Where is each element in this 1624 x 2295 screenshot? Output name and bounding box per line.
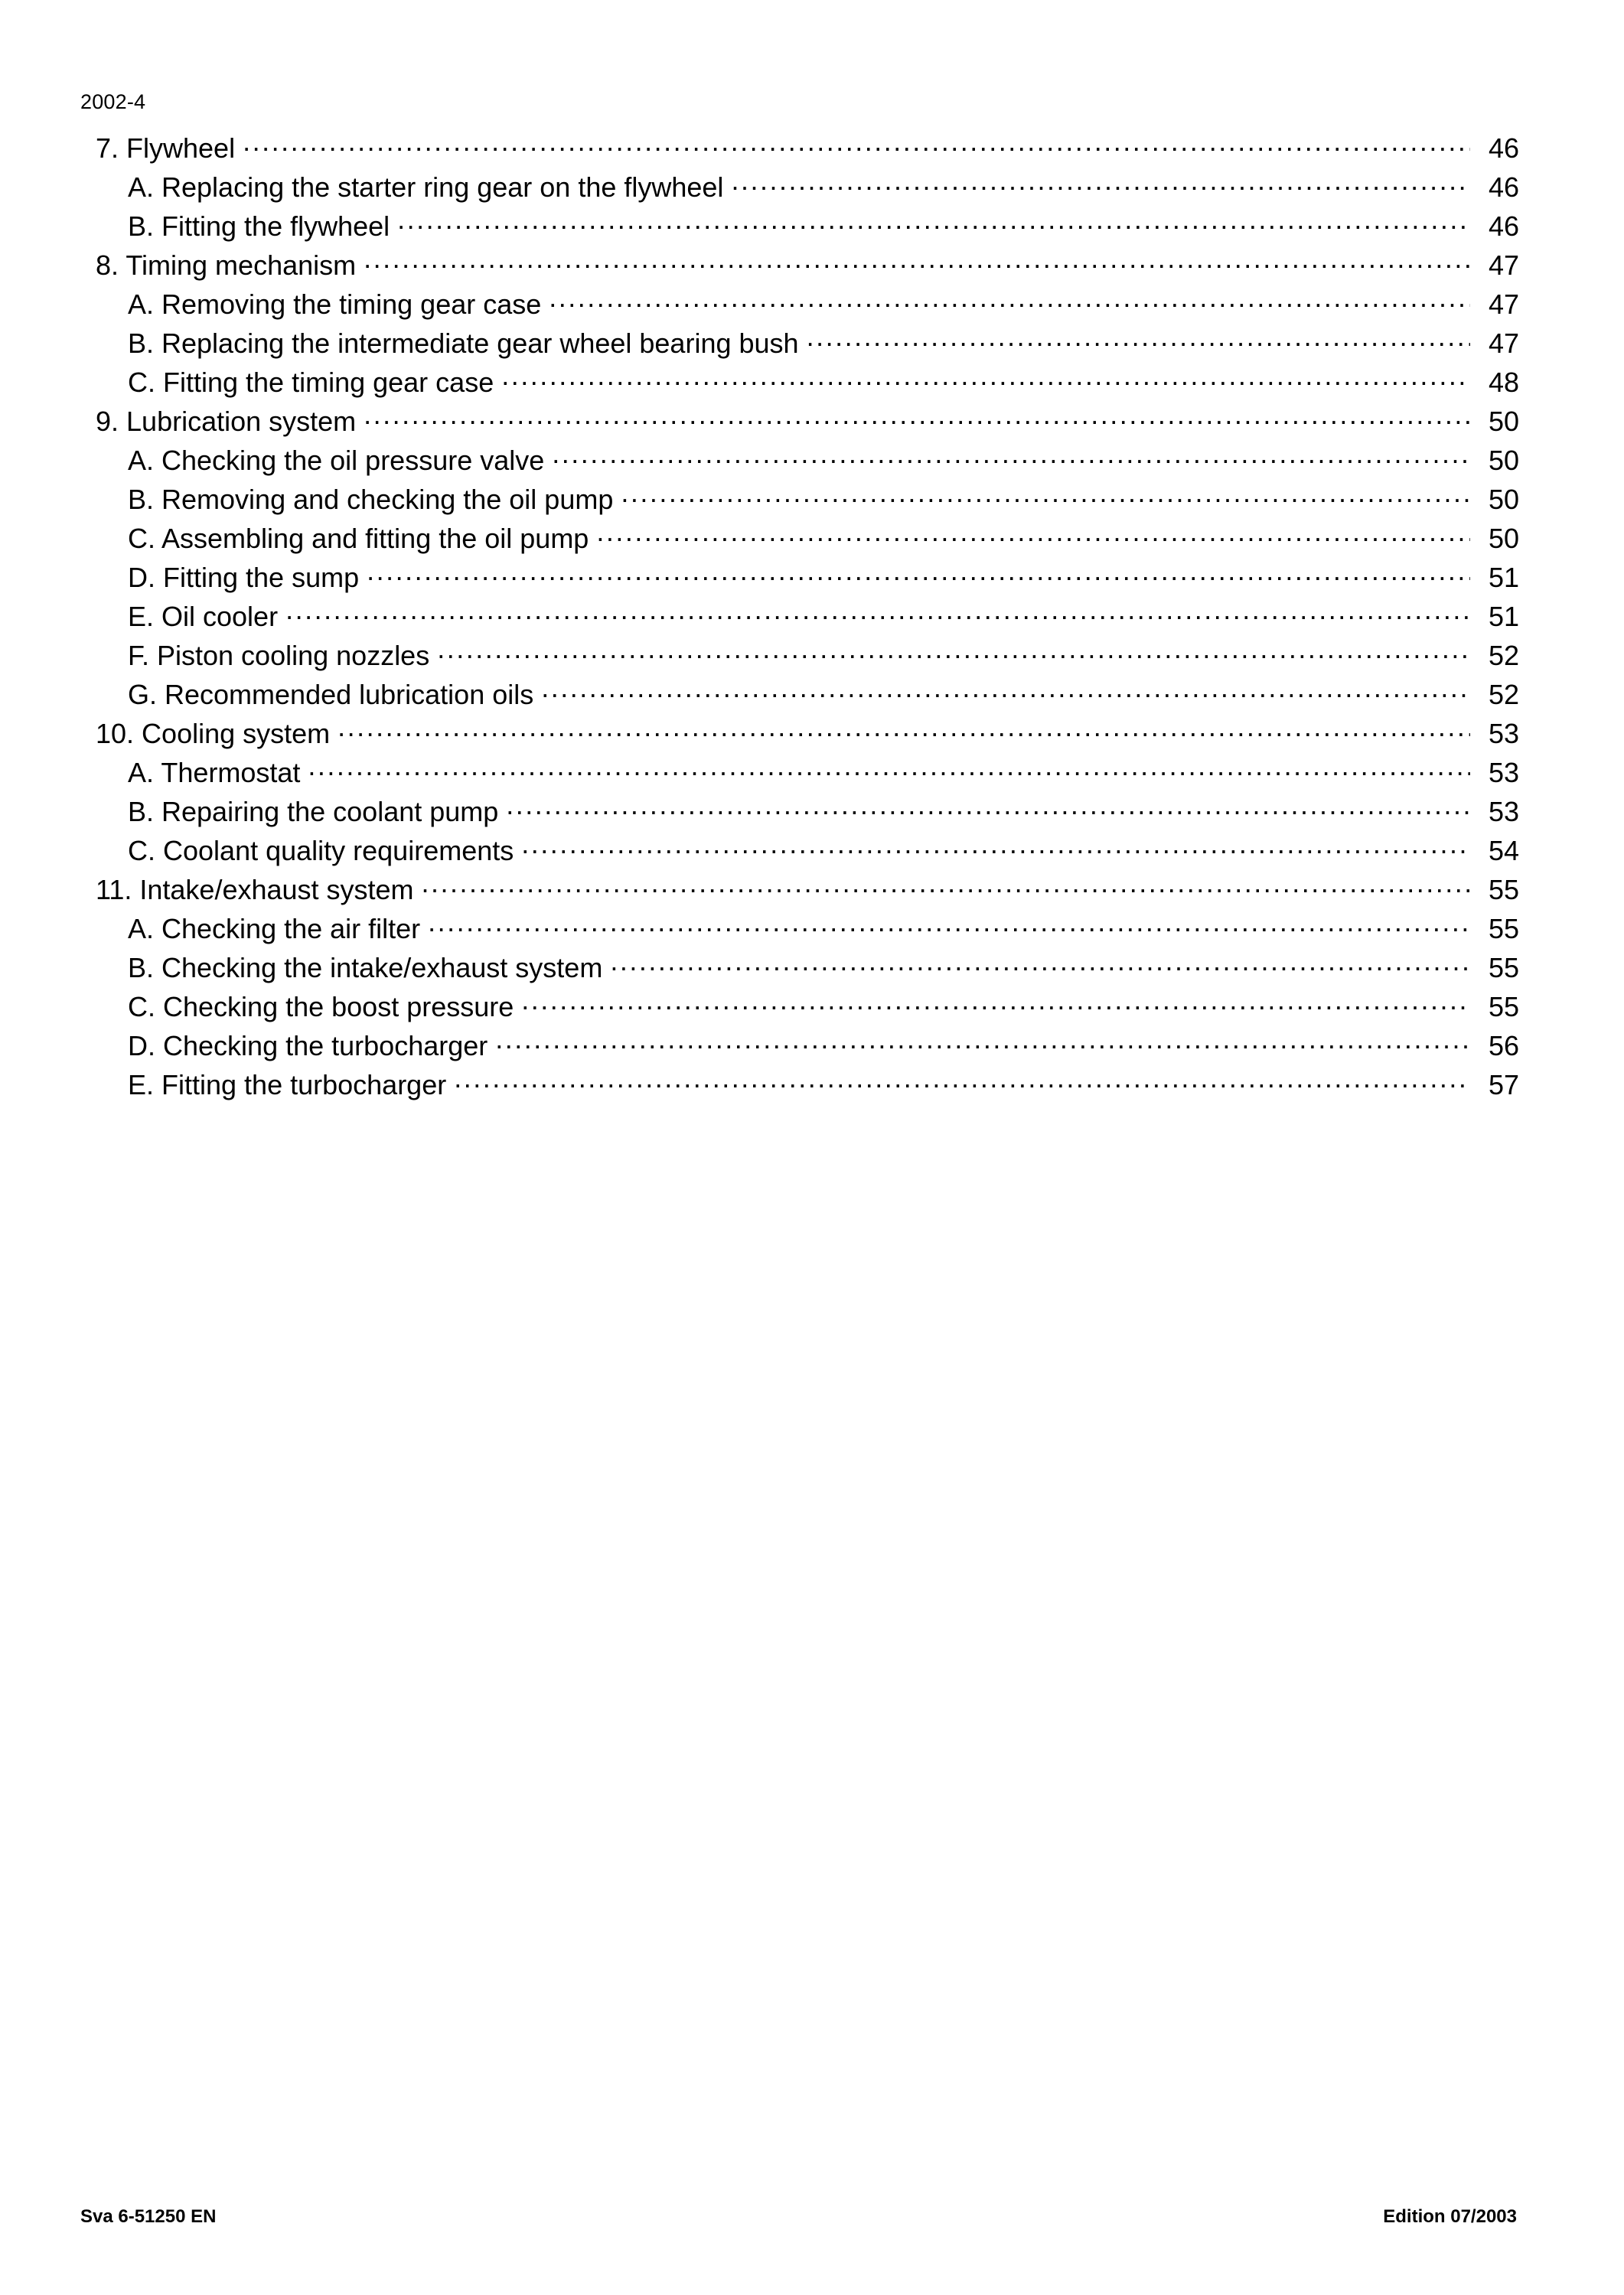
toc-entry[interactable] <box>80 872 1519 911</box>
toc-entry-page-number: 50 <box>1488 484 1519 515</box>
footer-document-number: Sva 6-51250 EN <box>80 2206 217 2227</box>
toc-leader-dots <box>422 872 1470 899</box>
toc-leader-dots <box>610 950 1470 977</box>
toc-entry-page-number: 52 <box>1488 679 1519 710</box>
toc-leader-dots <box>731 169 1470 197</box>
toc-entry-label: D. Checking the turbocharger <box>128 1030 488 1061</box>
toc-entry[interactable] <box>80 286 1519 325</box>
toc-leader-dots <box>807 325 1470 353</box>
toc-entry-page-number: 55 <box>1488 874 1519 905</box>
toc-leader-dots <box>495 1028 1470 1055</box>
toc-entry[interactable] <box>80 520 1519 559</box>
toc-entry-label: D. Fitting the sump <box>128 562 360 593</box>
toc-entry[interactable] <box>80 403 1519 442</box>
toc-entry[interactable] <box>80 247 1519 286</box>
toc-entry-label: F. Piston cooling nozzles <box>128 640 430 671</box>
toc-entry[interactable] <box>80 833 1519 872</box>
toc-entry-label: B. Fitting the flywheel <box>128 210 390 242</box>
toc-entry[interactable] <box>80 481 1519 520</box>
toc-entry-page-number: 52 <box>1488 640 1519 671</box>
toc-leader-dots <box>521 989 1470 1016</box>
toc-entry-page-number: 56 <box>1488 1030 1519 1061</box>
toc-entry-page-number: 55 <box>1488 991 1519 1022</box>
toc-entry[interactable] <box>80 716 1519 755</box>
toc-entry-label: A. Thermostat <box>128 757 301 788</box>
toc-entry-label: 8. Timing mechanism <box>96 249 357 281</box>
toc-leader-dots <box>397 208 1470 236</box>
toc-entry-page-number: 46 <box>1488 210 1519 242</box>
toc-entry-label: C. Fitting the timing gear case <box>128 367 494 398</box>
toc-entry-page-number: 50 <box>1488 406 1519 437</box>
toc-entry[interactable] <box>80 559 1519 598</box>
toc-entry-label: 7. Flywheel <box>96 132 236 164</box>
toc-entry[interactable] <box>80 1067 1519 1106</box>
toc-entry-page-number: 51 <box>1488 562 1519 593</box>
toc-entry[interactable] <box>80 911 1519 950</box>
toc-entry-label: C. Checking the boost pressure <box>128 991 514 1022</box>
toc-leader-dots <box>308 755 1470 782</box>
toc-entry[interactable] <box>80 950 1519 989</box>
toc-entry[interactable] <box>80 794 1519 833</box>
toc-entry[interactable] <box>80 364 1519 403</box>
toc-entry-page-number: 47 <box>1488 249 1519 281</box>
toc-entry-page-number: 55 <box>1488 952 1519 983</box>
toc-leader-dots <box>367 559 1470 587</box>
toc-entry-page-number: 57 <box>1488 1069 1519 1100</box>
toc-entry[interactable] <box>80 130 1519 169</box>
toc-entry[interactable] <box>80 208 1519 247</box>
toc-entry-page-number: 54 <box>1488 835 1519 866</box>
toc-leader-dots <box>285 598 1470 626</box>
toc-entry-label: 10. Cooling system <box>96 718 331 749</box>
toc-leader-dots <box>338 716 1470 743</box>
toc-leader-dots <box>506 794 1470 821</box>
toc-leader-dots <box>596 520 1470 548</box>
table-of-contents <box>80 130 1519 1106</box>
toc-entry-label: A. Replacing the starter ring gear on the flywheel <box>128 171 724 203</box>
toc-entry-page-number: 53 <box>1488 718 1519 749</box>
toc-entry-label: E. Fitting the turbocharger <box>128 1069 447 1100</box>
toc-leader-dots <box>552 442 1470 470</box>
toc-leader-dots <box>437 637 1470 665</box>
toc-entry-page-number: 51 <box>1488 601 1519 632</box>
toc-entry-label: A. Checking the air filter <box>128 913 421 944</box>
toc-entry-label: G. Recommended lubrication oils <box>128 679 534 710</box>
toc-entry-page-number: 46 <box>1488 171 1519 203</box>
toc-entry-label: A. Removing the timing gear case <box>128 289 542 320</box>
toc-leader-dots <box>541 676 1470 704</box>
toc-entry-label: 9. Lubrication system <box>96 406 357 437</box>
toc-entry[interactable] <box>80 598 1519 637</box>
toc-entry-page-number: 46 <box>1488 132 1519 164</box>
toc-entry[interactable] <box>80 442 1519 481</box>
toc-entry-page-number: 47 <box>1488 289 1519 320</box>
toc-leader-dots <box>501 364 1470 392</box>
toc-leader-dots <box>428 911 1470 938</box>
footer-edition: Edition 07/2003 <box>1383 2206 1517 2227</box>
toc-entry-page-number: 53 <box>1488 757 1519 788</box>
page-header-code: 2002-4 <box>80 90 146 113</box>
toc-entry-page-number: 50 <box>1488 523 1519 554</box>
toc-leader-dots <box>521 833 1470 860</box>
toc-entry-page-number: 48 <box>1488 367 1519 398</box>
toc-leader-dots <box>243 130 1470 158</box>
toc-leader-dots <box>364 403 1470 431</box>
toc-entry-page-number: 50 <box>1488 445 1519 476</box>
toc-entry[interactable] <box>80 325 1519 364</box>
toc-entry-label: A. Checking the oil pressure valve <box>128 445 545 476</box>
toc-entry[interactable] <box>80 676 1519 716</box>
toc-entry-label: B. Checking the intake/exhaust system <box>128 952 603 983</box>
toc-leader-dots <box>621 481 1470 509</box>
toc-entry-label: E. Oil cooler <box>128 601 279 632</box>
toc-entry[interactable] <box>80 989 1519 1028</box>
toc-leader-dots <box>364 247 1470 275</box>
toc-entry-page-number: 53 <box>1488 796 1519 827</box>
toc-leader-dots <box>549 286 1470 314</box>
toc-entry-label: B. Removing and checking the oil pump <box>128 484 614 515</box>
toc-entry-label: B. Replacing the intermediate gear wheel bearing bush <box>128 328 799 359</box>
toc-entry-label: 11. Intake/exhaust system <box>96 874 414 905</box>
toc-entry-page-number: 47 <box>1488 328 1519 359</box>
toc-entry[interactable] <box>80 169 1519 208</box>
toc-entry-label: B. Repairing the coolant pump <box>128 796 499 827</box>
toc-entry[interactable] <box>80 637 1519 676</box>
toc-entry[interactable] <box>80 1028 1519 1067</box>
toc-entry[interactable] <box>80 755 1519 794</box>
toc-entry-page-number: 55 <box>1488 913 1519 944</box>
toc-entry-label: C. Assembling and fitting the oil pump <box>128 523 589 554</box>
toc-entry-label: C. Coolant quality requirements <box>128 835 514 866</box>
toc-leader-dots <box>454 1067 1470 1094</box>
